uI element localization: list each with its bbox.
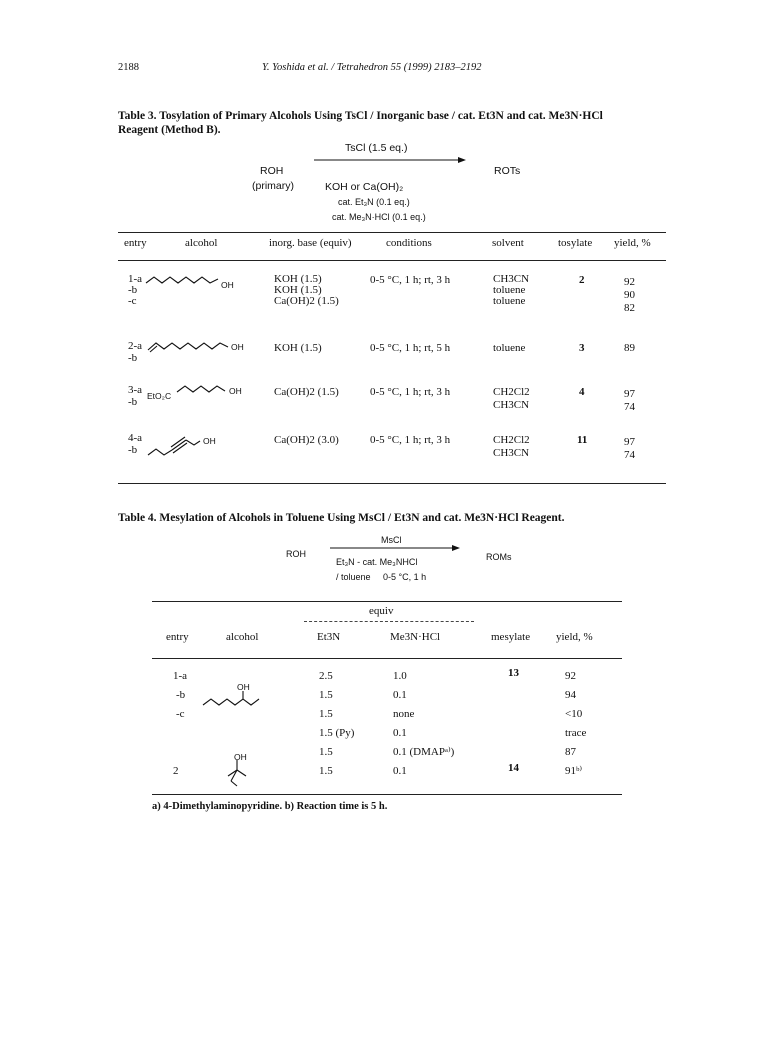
yield-cell: 89 — [624, 342, 635, 354]
conditions-cell: 0-5 °C, 1 h; rt, 3 h — [370, 386, 451, 398]
tosylate-cell: 11 — [577, 434, 588, 446]
base-cell: KOH (1.5) KOH (1.5) Ca(OH)2 (1.5) — [274, 273, 339, 307]
yield-cell: 92 90 82 — [624, 276, 635, 314]
base-cell: Ca(OH)2 (3.0) — [274, 434, 339, 446]
t3-col-entry: entry — [124, 237, 147, 249]
t3-col-yield: yield, % — [614, 237, 651, 249]
t3-col-conditions: conditions — [386, 237, 432, 249]
table3-title-line2: Reagent (Method B). — [118, 124, 221, 136]
table-row: 2 — [173, 765, 179, 777]
t4-col-me3n: Me3N·HCl — [390, 631, 441, 643]
page-number: 2188 — [118, 62, 139, 73]
tosylate-cell: 3 — [579, 342, 585, 354]
t3-cond2: cat. Et₃N (0.1 eq.) — [338, 197, 410, 207]
t4-col-entry: entry — [166, 631, 189, 643]
t4-col-yield: yield, % — [556, 631, 593, 643]
table-row: 3-a -b — [128, 384, 143, 408]
solvent-cell: toluene — [493, 342, 526, 354]
base-cell: Ca(OH)2 (1.5) — [274, 386, 339, 398]
t3-reactant: ROH — [260, 165, 284, 177]
t3-col-base: inorg. base (equiv) — [269, 237, 352, 249]
t4-col-mesylate: mesylate — [491, 631, 531, 643]
entry-label: -b — [128, 284, 138, 296]
table-row: -c — [176, 708, 185, 720]
entry-label: 1-a — [128, 273, 143, 285]
t4-reagent-above: MsCl — [381, 535, 402, 545]
t4-group-header: equiv — [369, 605, 394, 617]
oh-label: OH — [221, 280, 234, 290]
ester-label: EtO₂C — [147, 391, 172, 401]
conditions-cell: 0-5 °C, 1 h; rt, 3 h — [370, 434, 451, 446]
t4-bottom-rule — [152, 794, 622, 795]
running-title: Y. Yoshida et al. / Tetrahedron 55 (1999) 2183–2192 — [262, 62, 482, 73]
t3-col-alcohol: alcohol — [185, 237, 218, 249]
table3-title-line1: Table 3. Tosylation of Primary Alcohols Using TsCl / Inorganic base / cat. Et3N and cat. Me3N·HCl — [118, 110, 603, 122]
table-row: 2-a -b — [128, 340, 143, 364]
t4-reactant: ROH — [286, 549, 306, 559]
t4-cond2: / toluene 0-5 °C, 1 h — [336, 572, 427, 582]
oh-label: OH — [234, 752, 247, 762]
yield-cell: 97 74 — [624, 388, 635, 413]
entry-label: -c — [128, 295, 137, 307]
t4-col-alcohol: alcohol — [226, 631, 259, 643]
table-row: 1-a — [173, 670, 188, 682]
base-cell: KOH (1.5) — [274, 342, 322, 354]
conditions-cell: 0-5 °C, 1 h; rt, 5 h — [370, 342, 451, 354]
yield-cell: 97 74 — [624, 436, 635, 461]
t4-product: ROMs — [486, 552, 512, 562]
t4-et3n-col: 2.5 1.5 1.5 1.5 (Py) 1.5 1.5 — [319, 670, 355, 777]
t4-me3n-col: 1.0 0.1 none 0.1 0.1 (DMAPᵃ⁾) 0.1 — [393, 670, 455, 777]
oh-label: OH — [231, 342, 244, 352]
t3-col-solvent: solvent — [492, 237, 524, 249]
oh-label: OH — [237, 682, 250, 692]
t3-col-tosylate: tosylate — [558, 237, 593, 249]
t3-cond3: cat. Me₃N·HCl (0.1 eq.) — [332, 212, 426, 222]
table4-title: Table 4. Mesylation of Alcohols in Toluene Using MsCl / Et3N and cat. Me3N·HCl Reagent. — [118, 512, 565, 524]
t3-cond1: KOH or Ca(OH)₂ — [325, 181, 404, 193]
tosylate-cell: 2 — [579, 274, 585, 286]
conditions-cell: 0-5 °C, 1 h; rt, 3 h — [370, 274, 451, 286]
solvent-cell: CH3CN toluene toluene — [493, 273, 530, 307]
solvent-cell: CH2Cl2 CH3CN — [493, 386, 530, 411]
t4-col-et3n: Et3N — [317, 631, 341, 643]
mesylate-cell: 13 — [508, 667, 519, 679]
table-row: 4-a -b — [128, 432, 143, 456]
tosylate-cell: 4 — [579, 386, 585, 398]
t4-cond1: Et₃N - cat. Me₃NHCl — [336, 557, 418, 567]
t4-yield-col: 92 94 <10 trace 87 91ᵇ⁾ — [565, 670, 587, 777]
t4-footnote: a) 4-Dimethylaminopyridine. b) Reaction time is 5 h. — [152, 801, 388, 812]
solvent-cell: CH2Cl2 CH3CN — [493, 434, 530, 459]
table-row: -b — [176, 689, 186, 701]
t3-reactant-note: (primary) — [252, 180, 294, 192]
t3-reagent-above: TsCl (1.5 eq.) — [345, 142, 408, 154]
mesylate-cell: 14 — [508, 762, 519, 774]
oh-label: OH — [229, 386, 242, 396]
oh-label: OH — [203, 436, 216, 446]
t3-product: ROTs — [494, 165, 521, 177]
